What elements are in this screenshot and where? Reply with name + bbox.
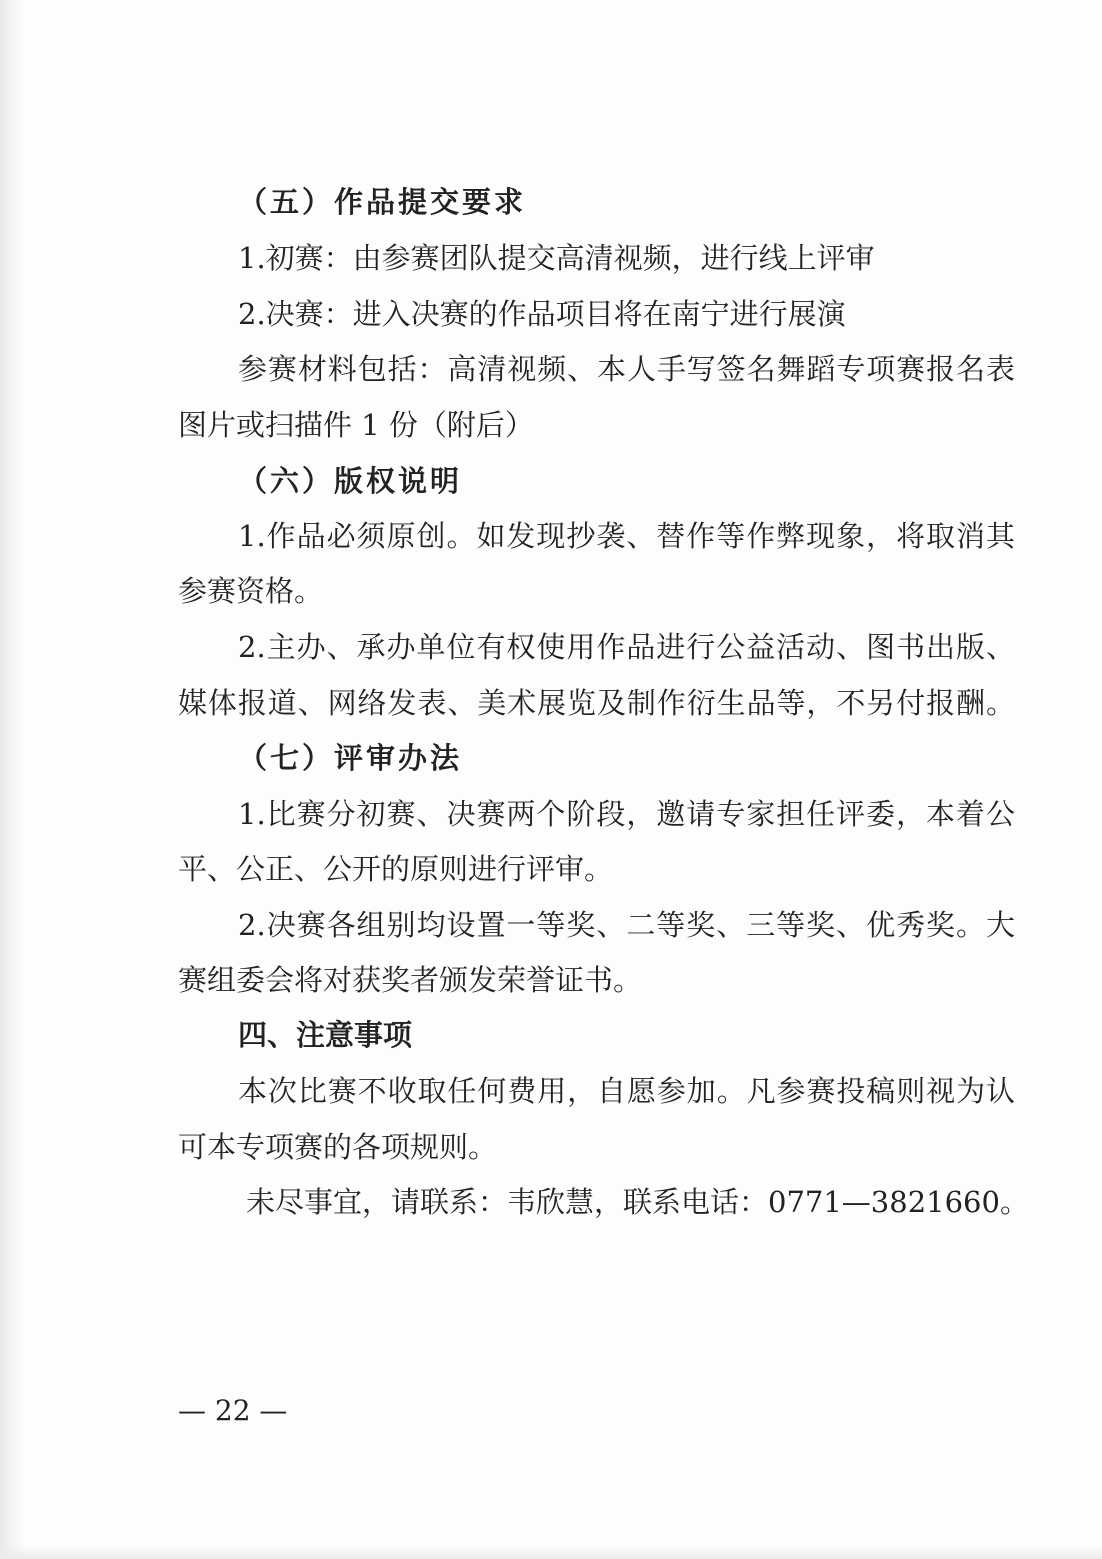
paragraph-line: 本次比赛不收取任何费用，自愿参加。凡参赛投稿则视为认 <box>238 1074 1015 1108</box>
paragraph-line: 2.决赛各组别均设置一等奖、二等奖、三等奖、优秀奖。大 <box>238 908 1015 942</box>
paragraph-line: 媒体报道、网络发表、美术展览及制作衍生品等，不另付报酬。 <box>178 686 1015 720</box>
paragraph-line: 参赛材料包括：高清视频、本人手写签名舞蹈专项赛报名表 <box>238 352 1015 386</box>
section-heading-copyright: （六）版权说明 <box>238 464 463 498</box>
paragraph-line: 平、公正、公开的原则进行评审。 <box>178 852 614 886</box>
paragraph-line: 参赛资格。 <box>178 574 324 608</box>
paragraph-line: 赛组委会将对获奖者颁发荣誉证书。 <box>178 963 643 997</box>
section-title-notes: 四、注意事项 <box>238 1018 413 1052</box>
paragraph-line: 图片或扫描件 1 份（附后） <box>178 408 534 442</box>
contact-line: 未尽事宜，请联系：韦欣慧，联系电话：0771—3821660。 <box>246 1185 1029 1219</box>
paragraph-line: 1.比赛分初赛、决赛两个阶段，邀请专家担任评委，本着公 <box>238 797 1015 831</box>
section-heading-submission: （五）作品提交要求 <box>238 185 527 219</box>
paragraph-line: 2.决赛：进入决赛的作品项目将在南宁进行展演 <box>238 297 846 331</box>
paragraph-line: 1.作品必须原创。如发现抄袭、替作等作弊现象，将取消其 <box>238 519 1015 553</box>
paragraph-line: 1.初赛：由参赛团队提交高清视频，进行线上评审 <box>238 241 875 275</box>
paragraph-line: 可本专项赛的各项规则。 <box>178 1130 498 1164</box>
page-number: — 22 — <box>178 1394 288 1427</box>
section-heading-judging: （七）评审办法 <box>238 741 463 775</box>
page-edge-shadow <box>0 0 24 1559</box>
paragraph-line: 2.主办、承办单位有权使用作品进行公益活动、图书出版、 <box>238 630 1015 664</box>
page-bottom-shadow <box>0 1545 1102 1559</box>
